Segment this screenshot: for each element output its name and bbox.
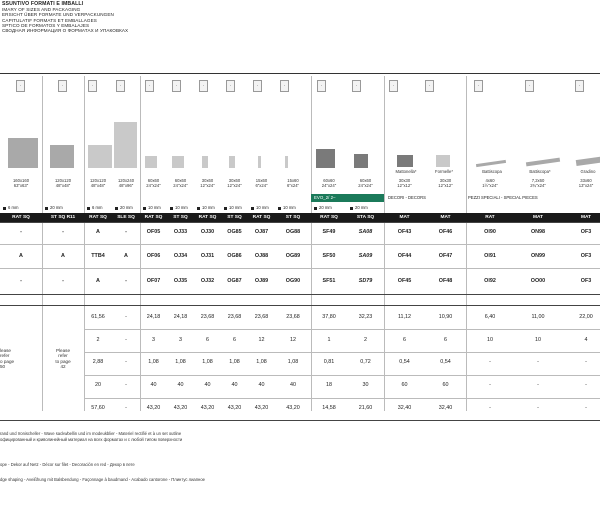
product-code-cell: A [96,229,100,235]
product-code-cell: OI92 [484,278,496,284]
size-metric: 30x30 [439,178,452,183]
product-code-cell: OF45 [397,278,412,284]
row-rule [0,222,600,223]
row-rule [84,375,600,376]
thickness-label [143,204,161,212]
size-imperial: 12"x24" [200,183,215,188]
tile-swatch-15x60 [258,156,261,168]
packaging-value-cell: 60 [401,382,408,388]
product-thumbnail-icon: · [525,80,534,92]
code-header-label: ST SQ [285,215,301,220]
thickness-label [87,204,102,212]
product-thumbnail-icon: · [425,80,434,92]
top-rule [0,73,600,74]
product-code-cell: OI91 [484,253,496,259]
product-code-cell: SF49 [322,229,336,235]
product-code-cell: OF43 [397,229,412,235]
thickness-value: 10 mm [229,205,242,210]
product-code-cell: - [125,229,127,235]
product-code-cell: SA08 [358,229,373,235]
thickness-value: 10 mm [148,205,161,210]
packaging-value-cell: 6 [206,337,209,343]
packaging-value-cell: 0,54 [399,359,410,365]
header-line-en: IMARY OF SIZES AND PACKAGING [2,7,81,13]
packaging-value-cell: 2,88 [92,359,104,365]
packaging-value-cell: 43,20 [286,405,300,411]
size-imperial: 24"x24" [321,183,337,188]
packaging-value-cell: 57,60 [91,405,105,411]
size-metric: 120x120 [89,178,107,183]
packaging-value-cell: 6 [403,337,406,343]
product-code-cell: - [125,278,127,284]
category-decori: DECORI - DECORS [388,195,426,200]
size-imperial: 24"x24" [358,183,373,188]
row-rule [84,329,600,330]
thickness-value: 20 mm [120,205,133,210]
code-header-label: RAT SQ [89,215,107,220]
packaging-value-cell: 40 [150,382,157,388]
packaging-value-cell: 43,20 [173,405,188,411]
note-line: refer [58,353,68,359]
product-code-cell: - [20,278,22,284]
decor-swatch-mattonella [397,155,413,167]
size-metric: 60x60 [174,178,187,183]
code-header-label: ST SQ [227,215,242,220]
product-thumbnail-icon: · [145,80,154,92]
packaging-value-cell: 1,08 [229,359,240,365]
packaging-value-cell: 1,08 [148,359,159,365]
note-line: 42 [60,364,66,370]
code-header-label: RAT SQ [198,215,217,220]
note-line: Please [55,348,71,353]
packaging-value-cell: 23,68 [200,314,215,320]
packaging-value-cell: 14,58 [322,405,336,411]
product-code-cell: OG85 [227,229,242,235]
product-code-cell: OF05 [146,229,161,235]
header-line-fr: CAPITULATIF FORMATS ET EMBALLAGES [2,17,97,23]
thickness-value: 20 mm [319,205,332,210]
product-thumbnail-icon: · [474,80,483,92]
size-imperial: 48"x96" [118,183,134,188]
tile-swatch-60x60-evo [354,154,368,168]
product-thumbnail-icon: · [280,80,289,92]
thickness-square-icon [45,207,48,210]
thickness-square-icon [224,207,227,210]
decor-swatch-formelle [436,155,450,167]
packaging-value-cell: 6,40 [484,314,496,320]
product-code-cell: OF48 [438,278,453,284]
thickness-value: 6 mm [92,205,103,210]
product-code-cell: - [20,229,22,235]
product-code-cell: OJ88 [254,253,269,259]
size-imperial: 12"x12" [438,183,453,188]
thickness-value: 10 mm [202,205,215,210]
packaging-value-cell: - [585,382,587,388]
product-code-cell: OJ34 [173,253,188,259]
packaging-value-cell: 43,20 [227,405,242,411]
product-code-cell: OO00 [530,278,546,284]
product-code-cell: SA09 [358,253,373,259]
packaging-value-cell: - [489,382,491,388]
packaging-value-cell: - [585,405,587,411]
packaging-value-cell: 60 [442,382,449,388]
size-imperial: 2¾"x24" [530,183,546,188]
packaging-value-cell: - [125,405,127,411]
size-metric: 60x60 [323,178,335,183]
thickness-label [278,204,296,212]
size-metric: 120x240 [117,178,135,183]
size-metric: 30x30 [398,178,411,183]
header-line-ru: СВОДНАЯ ИНФОРМАЦИЯ О ФОРМАТАХ И УПАКОВКАХ [2,28,129,34]
packaging-value-cell: - [125,314,127,320]
header-line-es: SPTICO DE FORMATOS Y EMBALAJES [2,22,90,28]
packaging-value-cell: 2 [96,337,100,343]
footer-line: офицированный и криволинейный материал на всех форматах и с любой типом поверхности [0,437,183,442]
product-thumbnail-icon: · [352,80,361,92]
product-thumbnail-icon: · [253,80,262,92]
special-piece-gradino [576,156,600,166]
packaging-value-cell: 0,54 [440,359,451,365]
packaging-value-cell: 30 [362,382,369,388]
packaging-value-cell: 12 [258,337,265,343]
product-code-cell: OF3 [580,253,592,259]
thickness-square-icon [314,207,317,210]
product-code-cell: OF3 [580,278,592,284]
size-imperial: 6"x24" [286,183,300,188]
thickness-value: 6 mm [8,205,19,210]
product-code-cell: ON98 [530,229,546,235]
packaging-value-cell: 23,68 [286,314,300,320]
packaging-value-cell: 6 [233,337,236,343]
size-imperial: 12"x12" [397,183,412,188]
category-pezzi-speciali: PEZZI SPECIALI - SPECIAL PIECES [468,195,538,200]
packaging-value-cell: 22,00 [579,314,593,320]
thickness-value: 10 mm [283,205,296,210]
packaging-value-cell: - [125,382,127,388]
decor-label-battiscopa-2: Battiscopa* [529,169,551,174]
packaging-value-cell: 23,68 [254,314,269,320]
thickness-label [3,204,18,212]
note-line: to page [55,358,71,364]
thickness-label [115,204,133,212]
product-thumbnail-icon: · [116,80,125,92]
size-imperial: 6"x24" [255,183,268,188]
packaging-value-cell: 1,08 [175,359,186,365]
packaging-value-cell: - [537,382,539,388]
product-code-cell: SF51 [322,278,336,284]
row-rule [84,352,600,353]
packaging-value-cell: - [537,405,539,411]
product-code-cell: ON99 [530,253,546,259]
packaging-value-cell: - [489,359,491,365]
code-header-label: RAT [485,215,495,220]
tile-swatch-30x60 [229,156,235,168]
code-header-bar [0,213,600,222]
decor-label-formelle: Formelle* [435,169,453,174]
thickness-square-icon [3,207,6,210]
note-line: o page [0,358,15,364]
note-line: 50 [0,364,6,370]
code-header-label: MAT [440,215,451,220]
packaging-value-cell: 40 [231,382,238,388]
header-title: SSUNTIVO FORMATI E IMBALLI [2,1,84,7]
packaging-value-cell: 1,08 [256,359,267,365]
row-rule [0,294,600,295]
footer-line: ope - Dekor auf Netz - Décor sur filet - Decoración en red - Декор в пете [0,462,135,467]
special-piece-battiscopa [476,160,506,167]
product-code-cell: OG89 [285,253,301,259]
packaging-value-cell: - [585,359,587,365]
product-code-cell: OF46 [438,229,453,235]
size-imperial: 48"x48" [90,183,106,188]
product-thumbnail-icon: · [317,80,326,92]
size-metric: 60x60 [359,178,372,183]
size-metric: 15x60 [255,178,268,183]
product-code-cell: OJ33 [173,229,188,235]
thickness-square-icon [87,207,90,210]
packaging-value-cell: - [125,337,127,343]
packaging-value-cell: 43,20 [146,405,161,411]
header-line-de: ERSICHT ÜBER FORMATE UND VERPACKUNGEN [2,12,114,18]
thickness-label [224,204,242,212]
product-code-cell: A [124,253,128,259]
size-metric: 30x60 [228,178,241,183]
product-code-cell: OF44 [397,253,412,259]
product-thumbnail-icon: · [16,80,25,92]
product-code-cell: OF07 [146,278,161,284]
packaging-value-cell: 1 [327,337,331,343]
packaging-value-cell: 11,00 [531,314,545,320]
packaging-value-cell: 32,40 [438,405,453,411]
product-code-cell: OJ30 [200,229,215,235]
note-line: lease [0,348,11,353]
tile-swatch-120x240 [114,122,137,168]
tile-swatch-160x160 [8,138,38,168]
thickness-value: 20 mm [355,205,368,210]
size-metric: 60x60 [147,178,160,183]
product-code-cell: - [62,229,64,235]
size-metric: 4x60 [485,178,495,183]
tile-swatch-120x120 [88,145,112,168]
size-imperial: 63"x63" [13,183,29,188]
product-code-cell: A [61,253,65,259]
size-imperial: 12"x24" [227,183,242,188]
code-header-label: RAT SQ [144,215,163,220]
product-code-cell: OG86 [227,253,242,259]
product-code-cell: OG90 [285,278,301,284]
tile-swatch-60x60 [145,156,157,168]
code-header-label: RAT SQ [320,215,338,220]
thickness-label [350,204,368,212]
packaging-value-cell: 37,80 [322,314,336,320]
size-imperial: 24"x24" [173,183,188,188]
product-code-cell: OJ35 [173,278,188,284]
code-header-label: MAT [532,215,544,220]
product-code-cell: SD79 [358,278,373,284]
thickness-label [45,204,63,212]
packaging-value-cell: 32,23 [358,314,373,320]
packaging-value-cell: 4 [584,337,588,343]
product-thumbnail-icon: · [389,80,398,92]
size-imperial: 13"x24" [578,183,594,188]
product-code-cell: OG87 [227,278,242,284]
code-header-label: ST SQ [173,215,188,220]
row-rule [0,268,600,269]
product-code-cell: OG88 [285,229,301,235]
row-rule [84,398,600,399]
packaging-value-cell: 20 [95,382,101,388]
product-thumbnail-icon: · [226,80,235,92]
thickness-label [170,204,188,212]
tile-swatch-60x60 [172,156,184,168]
row-rule [0,305,600,306]
size-metric: 30x60 [201,178,214,183]
decor-label-battiscopa: Battiscopa [482,169,502,174]
packaging-value-cell: 24,18 [173,314,188,320]
packaging-value-cell: 24,18 [146,314,161,320]
code-header-label: ST SQ R11 [50,215,76,220]
thickness-value: 20 mm [50,205,63,210]
size-metric: 15x60 [287,178,299,183]
product-code-cell: OJ87 [254,229,269,235]
row-rule [0,420,600,421]
packaging-value-cell: 23,68 [227,314,242,320]
row-rule [0,244,600,245]
product-thumbnail-icon: · [575,80,584,92]
size-metric: 120x120 [54,178,72,183]
note-see-page-left [0,348,22,370]
product-code-cell: OI90 [484,229,496,235]
thickness-square-icon [278,207,281,210]
product-thumbnail-icon: · [58,80,67,92]
packaging-value-cell: 0,81 [323,359,335,365]
product-code-cell: OF47 [438,253,453,259]
tile-swatch-120x120 [50,145,74,168]
packaging-value-cell: 18 [326,382,332,388]
packaging-value-cell: 1,08 [287,359,299,365]
packaging-value-cell: - [125,359,127,365]
product-code-cell: OJ32 [200,278,215,284]
footer-line: dge shaping - Aveißhung mit Balsbendung - Façonnage à baudmand - Acabado cantorone - Плинтус лиапное [0,477,205,482]
thickness-value: 10 mm [256,205,269,210]
packaging-value-cell: 40 [177,382,184,388]
thickness-square-icon [143,207,146,210]
packaging-value-cell: 6 [444,337,447,343]
size-imperial: 24"x24" [146,183,161,188]
thickness-square-icon [251,207,254,210]
code-header-label: RAT SQ [252,215,271,220]
product-thumbnail-icon: · [199,80,208,92]
size-imperial: 1½"x24" [482,183,498,188]
packaging-value-cell: 40 [290,382,296,388]
packaging-value-cell: 61,56 [91,314,105,320]
code-header-label: STA SQ [356,215,375,220]
product-thumbnail-icon: · [172,80,181,92]
thickness-label [197,204,215,212]
packaging-value-cell: - [537,359,539,365]
product-code-cell: OJ31 [200,253,215,259]
packaging-value-cell: 10,90 [438,314,453,320]
note-line: refer [0,353,10,359]
size-metric: 33x60 [580,178,592,183]
packaging-value-cell: 43,20 [254,405,269,411]
tile-swatch-60x60-evo [316,149,335,168]
tile-swatch-30x60 [202,156,208,168]
special-piece-battiscopa-2 [526,158,560,167]
product-thumbnail-icon: · [88,80,97,92]
packaging-value-cell: 0,72 [360,359,371,365]
category-evo-banner: EVO_2/ 2– [311,194,384,202]
product-code-cell: OF06 [146,253,161,259]
size-metric: 7,2x60 [531,178,545,183]
packaging-value-cell: 11,12 [397,314,412,320]
packaging-value-cell: 10 [487,337,493,343]
packaging-value-cell: 43,20 [200,405,215,411]
note-see-page-mid [42,348,84,370]
product-code-cell: TTB4 [91,253,105,259]
product-code-cell: A [19,253,23,259]
thickness-label [314,204,332,212]
code-header-label: SLE SQ [117,215,135,220]
code-header-label: MAT [580,215,592,220]
product-code-cell: SF50 [322,253,336,259]
thickness-square-icon [115,207,118,210]
size-imperial: 48"x48" [55,183,71,188]
document-header [0,2,600,33]
packaging-value-cell: 2 [364,337,367,343]
packaging-value-cell: 1,08 [202,359,213,365]
thickness-square-icon [197,207,200,210]
decor-label-mattonella: Mattonella* [395,169,417,174]
product-code-cell: - [62,278,64,284]
footer-line: rand und Ironischeller - Wave sackwbellin und im modeukblier - Materiel rectifié et à un set outline [0,431,182,436]
product-code-cell: OJ89 [254,278,269,284]
packaging-value-cell: 40 [258,382,265,388]
thickness-label [251,204,269,212]
packaging-value-cell: 40 [204,382,211,388]
product-code-cell: A [96,278,100,284]
packaging-value-cell: 21,60 [358,405,373,411]
product-code-cell: OF3 [580,229,592,235]
thickness-square-icon [170,207,173,210]
packaging-value-cell: 3 [152,337,155,343]
size-metric: 160x160 [12,178,30,183]
code-header-label: RAT SQ [12,215,30,220]
thickness-square-icon [350,207,353,210]
decor-label-gradino: Gradino [580,169,596,174]
packaging-value-cell: - [489,405,491,411]
code-header-label: MAT [399,215,410,220]
tile-swatch-15x60 [285,156,288,168]
packaging-value-cell: 3 [179,337,182,343]
thickness-value: 10 mm [175,205,188,210]
packaging-value-cell: 10 [535,337,541,343]
packaging-value-cell: 12 [290,337,296,343]
packaging-value-cell: 32,40 [397,405,412,411]
